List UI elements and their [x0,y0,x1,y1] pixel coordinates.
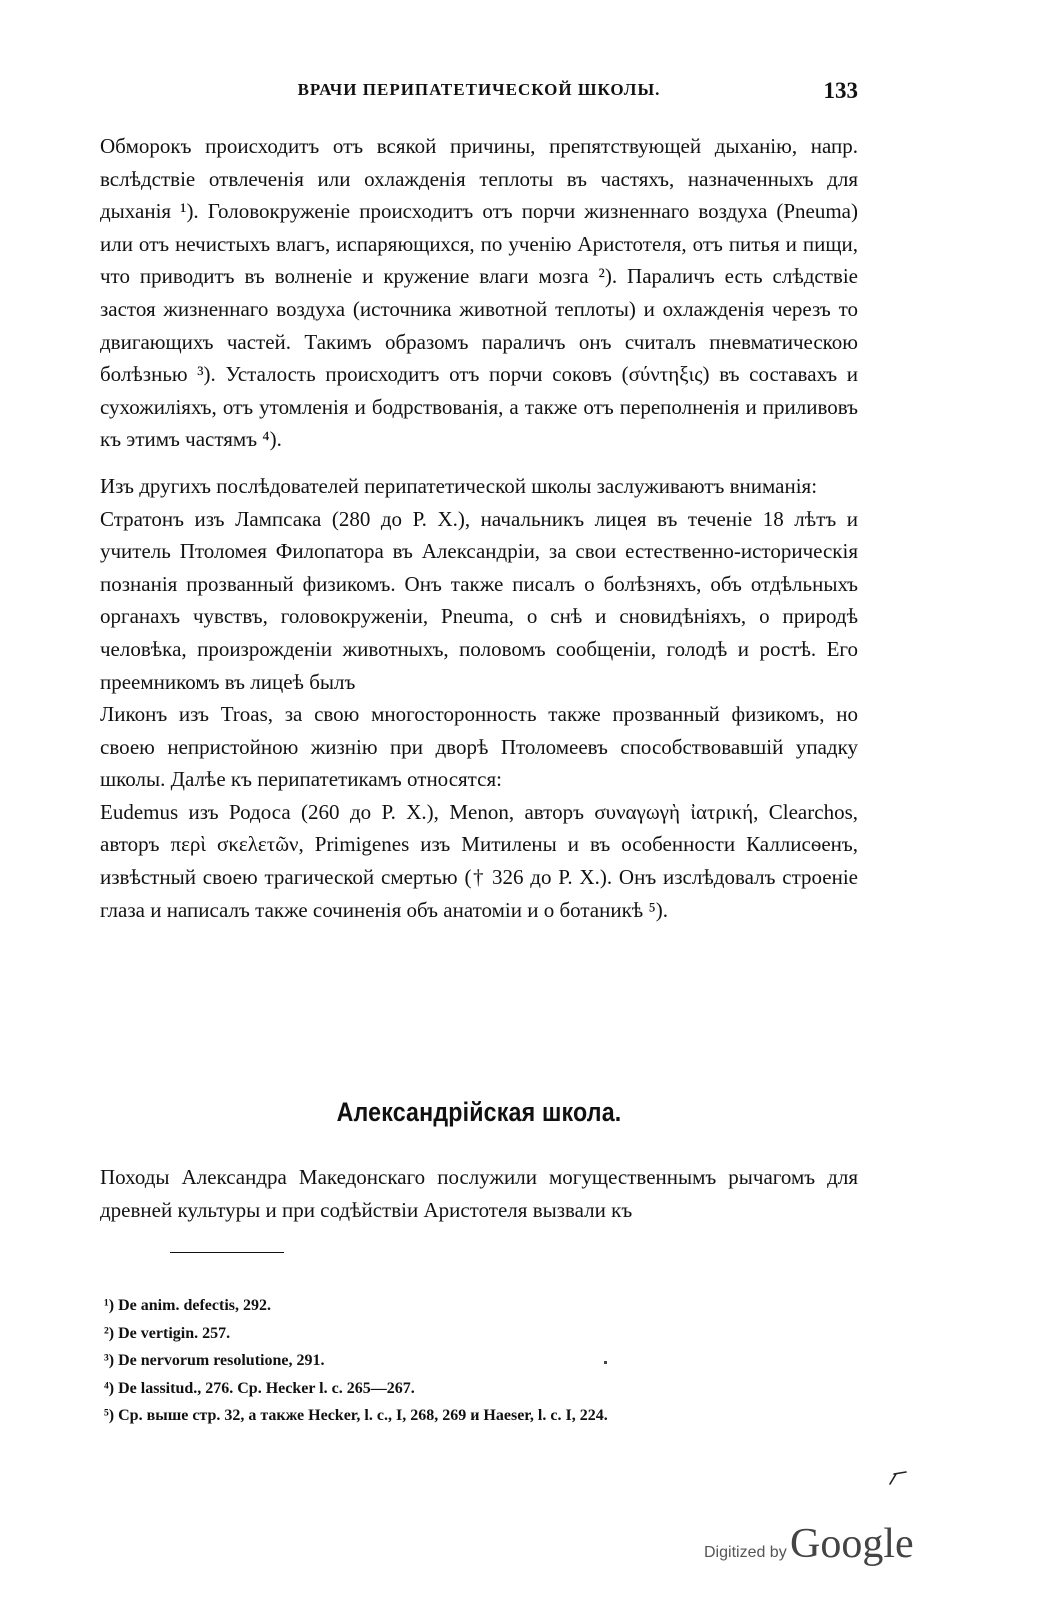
footnote-2 [104,1320,864,1348]
footnote-text: De nervorum resolutione, 291. [118,1352,325,1369]
paragraph-eudemus: Eudemus изъ Родоса (260 до Р. Х.), Menon, авторъ συναγωγὴ ἰατρική, Clearchos, авторъ περὶ σκελετῶν, Primigenes изъ Митилены и въ особенности Каллисѳенъ, извѣстный своею трагической смертью († 326 до Р. Х.). Онъ изслѣдовалъ строеніе глаза и написалъ также сочиненія объ анатоміи и о ботаникѣ ⁵). [100,799,858,922]
footnote-1 [104,1292,864,1320]
footnote-text: De vertigin. 257. [118,1324,231,1342]
footnotes [104,1292,864,1430]
footnote-text: De anim. defectis, 292. [118,1297,271,1314]
footnote-4 [104,1375,864,1403]
paragraph-lykon: Ликонъ изъ Troas, за свою многосторонность также прозванный физикомъ, но своею непристойною жизнію при дворѣ Птоломеевъ способствовавшій упадку школы. Далѣе къ перипатетикамъ относятся: [100,702,858,792]
body-text [100,130,858,926]
pen-mark-icon [888,1470,908,1486]
digitized-by-label: Digitized by [704,1544,787,1561]
paragraph-alexander: Походы Александра Македонскаго послужили могущественнымъ рычагомъ для древней культуры и при содѣйствіи Аристотеля вызвали къ [100,1165,858,1222]
footnote-text: Ср. выше стр. 32, а также Hecker, l. c., I, 268, 269 и Haeser, l. c. I, 224. [118,1407,608,1424]
footnote-mark: ⁵) [104,1407,115,1424]
footnote-mark: ³) [104,1352,115,1369]
running-head: ВРАЧИ ПЕРИПАТЕТИЧЕСКОЙ ШКОЛЫ. [297,80,661,99]
footnote-3 [104,1347,864,1375]
footnote-5 [104,1402,864,1430]
google-logo: Google [790,1521,914,1567]
footnote-mark: ²) [104,1324,115,1342]
footnote-mark: ⁴) [104,1379,115,1397]
ink-speck [604,1361,607,1364]
paragraph-followers: Изъ другихъ послѣдователей перипатетической школы заслуживаютъ вниманія: [100,473,818,498]
paragraph-straton: Стратонъ изъ Лампсака (280 до Р. Х.), начальникъ лицея въ теченіе 18 лѣтъ и учитель Птоломея Филопатора въ Александріи, за свои естественно-историческія познанія прозванный физикомъ. Онъ также писалъ о болѣзняхъ, объ отдѣльныхъ органахъ чувствъ, головокруженіи, Pneuma, о снѣ и сновидѣніяхъ, о природѣ человѣка, произрожденіи животныхъ, половомъ сообщеніи, голодѣ и ростѣ. Его преемникомъ въ лицеѣ былъ [100,506,858,694]
footnote-divider [170,1252,284,1253]
section-body [100,1161,858,1226]
footnote-text: De lassitud., 276. Ср. Hecker l. c. 265—267. [118,1379,415,1397]
page-number: 133 [823,78,858,103]
page-header [100,78,858,108]
footnote-mark: ¹) [104,1297,115,1314]
digitized-watermark [704,1518,924,1578]
paragraph-syncope: Обморокъ происходитъ отъ всякой причины, препятствующей дыханію, напр. вслѣдствіе отвлеченія или охлажденія теплоты въ частяхъ, назначенныхъ для дыханія ¹). Головокруженіе происходитъ отъ порчи жизненнаго воздуха (Pneuma) или отъ нечистыхъ влагъ, испаряющихся, по ученію Аристотеля, отъ питья и пищи, что приводитъ въ волненіе и кружение влаги мозга ²). Параличъ есть слѣдствіе застоя жизненнаго воздуха (источника животной теплоты) и охлажденія черезъ то двигающихъ частей. Такимъ образомъ параличъ онъ считалъ пневматическою болѣзнью ³). Усталость происходитъ отъ порчи соковъ (σύντηξις) въ составахъ и сухожиліяхъ, отъ утомленія и бодрствованія, а также отъ переполненія и приливовъ къ этимъ частямъ ⁴). [100,134,858,452]
section-title: Александрійская школа. [336,1097,622,1127]
